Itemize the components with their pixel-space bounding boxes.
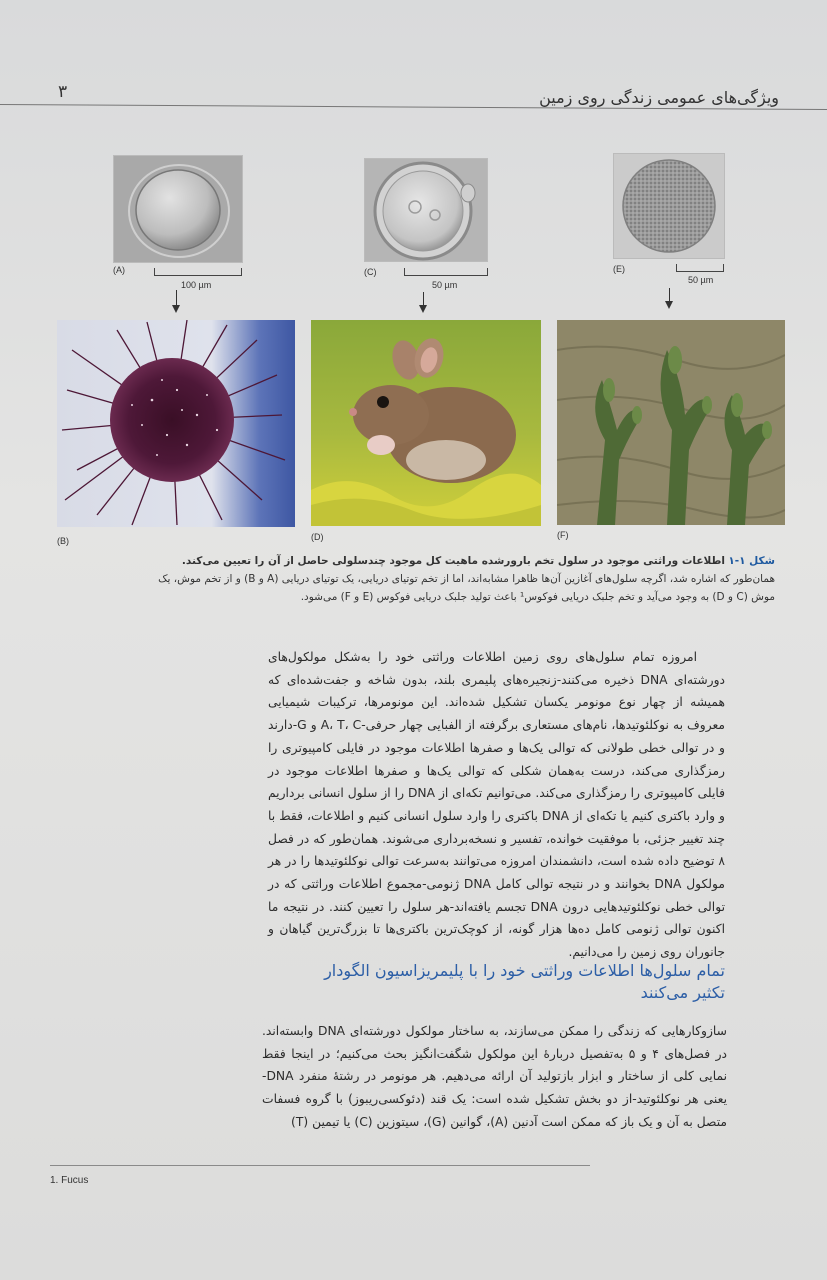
figure-caption	[150, 552, 775, 606]
figure-caption-label: شکل ۱-۱	[728, 555, 775, 567]
figure-caption-bold-text: اطلاعات وراثتی موجود در سلول تخم بارورشده ماهیت کل موجود چندسلولی حاصل از آن را تعیین می‌کند.	[181, 555, 725, 567]
body-paragraph-2: سازوکارهایی که زندگی را ممکن می‌سازند، به ساختار مولکول دورشته‌ای DNA وابسته‌اند. در فصل‌های ۴ و ۵ به‌تفصیل دربارهٔ این مولکول شگفت‌انگیز بحث می‌کنیم؛ در اینجا فقط نمایی کلی از ساختار و ابزار بازتولید آن ارائه می‌دهیم. هر مونومر در رشتهٔ منفرد DNA-یعنی هر نوکلئوتید-از دو بخش تشکیل شده است: یک قند (دئوکسی‌ریبوز) با گروه فسفات متصل به آن و یک باز که ممکن است آدنین (A)، گوانین (G)، سیتوزین (C) یا تیمین (T)	[262, 1024, 727, 1129]
body-paragraph-1: امروزه تمام سلول‌های روی زمین اطلاعات وراثتی خود را به‌شکل مولکول‌های دورشته‌ای DNA ذخیره می‌کنند-زنجیره‌های پلیمری بلند، بدون شاخه و جفت‌شده‌ای که همیشه از چهار نوع مونومر یکسان تشکیل شده‌اند. این مونومرها، ترکیبات شیمیایی معروف به نوکلئوتیدها، نام‌های مستعاری برگرفته از الفبایی چهار حرفی-A، T، C و G-دارند و در توالی خطی طولانی که توالی یک‌ها و صفرها اطلاعات موجود در فایلی کامپیوتری را رمزگذاری می‌کند، درست به‌همان شکلی که توالی یک‌ها و صفرها اطلاعات موجود در فایلی کامپیوتری را رمزگذاری می‌کند. می‌توانیم تکه‌ای از DNA را از سلول انسانی برداریم و وارد باکتری کنیم یا تکه‌ای از DNA باکتری را وارد سلول انسانی کنیم و اطلاعات، فقط با چند تغییر جزئی، با موفقیت خوانده، تفسیر و نسخه‌برداری می‌شوند. همان‌طور که در فصل ۸ توضیح داده شده است، دانشمندان امروزه می‌توانند به‌سرعت توالی نوکلئوتیدها را در هر مولکول DNA بخوانند و در نتیجه توالی کامل DNA ژنومی-مجموع اطلاعات وراثتی که در توالی خطی نوکلئوتیدهایی درون DNA تجسم یافته‌اند-هر سلول را تعیین کنند. در نتیجه ما اکنون توالی ژنومی کامل ده‌ها هزار گونه، از کوچک‌ترین باکتری‌ها تا بزرگ‌ترین گیاهان و جانوران روی زمین را می‌دانیم.	[268, 650, 726, 960]
running-header-title: ویژگی‌های عمومی زندگی روی زمین	[539, 88, 779, 107]
arrow-c-to-d	[423, 292, 424, 306]
photo-d-mouse	[311, 320, 541, 526]
panel-label-e: (E)	[613, 264, 625, 274]
scale-bar-c	[404, 268, 488, 276]
panel-label-a: (A)	[113, 265, 125, 275]
scale-label-c: 50 µm	[432, 280, 458, 290]
panel-label-d: (D)	[311, 532, 324, 542]
micrograph-c-mouse-egg	[364, 158, 488, 262]
arrow-head-a-to-b	[172, 305, 180, 313]
footnote-fucus: 1. Fucus	[50, 1175, 89, 1186]
micrograph-a-sea-urchin-egg	[113, 155, 243, 263]
photo-b-sea-urchin	[57, 320, 295, 527]
figure-caption-text: همان‌طور که اشاره شد، اگرچه سلول‌های آغازین آن‌ها ظاهرا مشابه‌اند، اما از تخم توتیای دریایی، یک توتیای دریایی (A و B) و از تخم موش، یک موش (C و D) به وجود می‌آید و تخم جلبک دریایی فوکوس¹ باعث تولید جلبک دریایی فوکوس (E و F) می‌شود.	[158, 573, 775, 603]
scale-label-a: 100 µm	[181, 280, 212, 290]
body-paragraph-1-container	[268, 646, 725, 964]
panel-label-c: (C)	[364, 267, 377, 277]
section-heading: تمام سلول‌ها اطلاعات وراثتی خود را با پلیمریزاسیون الگودار تکثیر می‌کنند	[324, 961, 725, 1002]
scale-bar-e	[676, 264, 724, 272]
page-number: ۳	[58, 82, 68, 102]
photo-f-fucus-seaweed	[557, 320, 785, 525]
arrow-e-to-f	[669, 288, 670, 302]
arrow-head-e-to-f	[665, 301, 673, 309]
micrograph-e-fucus-egg	[613, 153, 725, 259]
arrow-a-to-b	[176, 290, 177, 306]
scale-label-e: 50 µm	[688, 275, 714, 285]
panel-label-b: (B)	[57, 536, 69, 546]
body-paragraph-2-container	[262, 1020, 727, 1134]
footnote-rule	[50, 1165, 590, 1166]
arrow-head-c-to-d	[419, 305, 427, 313]
scale-bar-a	[154, 268, 242, 276]
panel-label-f: (F)	[557, 530, 569, 540]
